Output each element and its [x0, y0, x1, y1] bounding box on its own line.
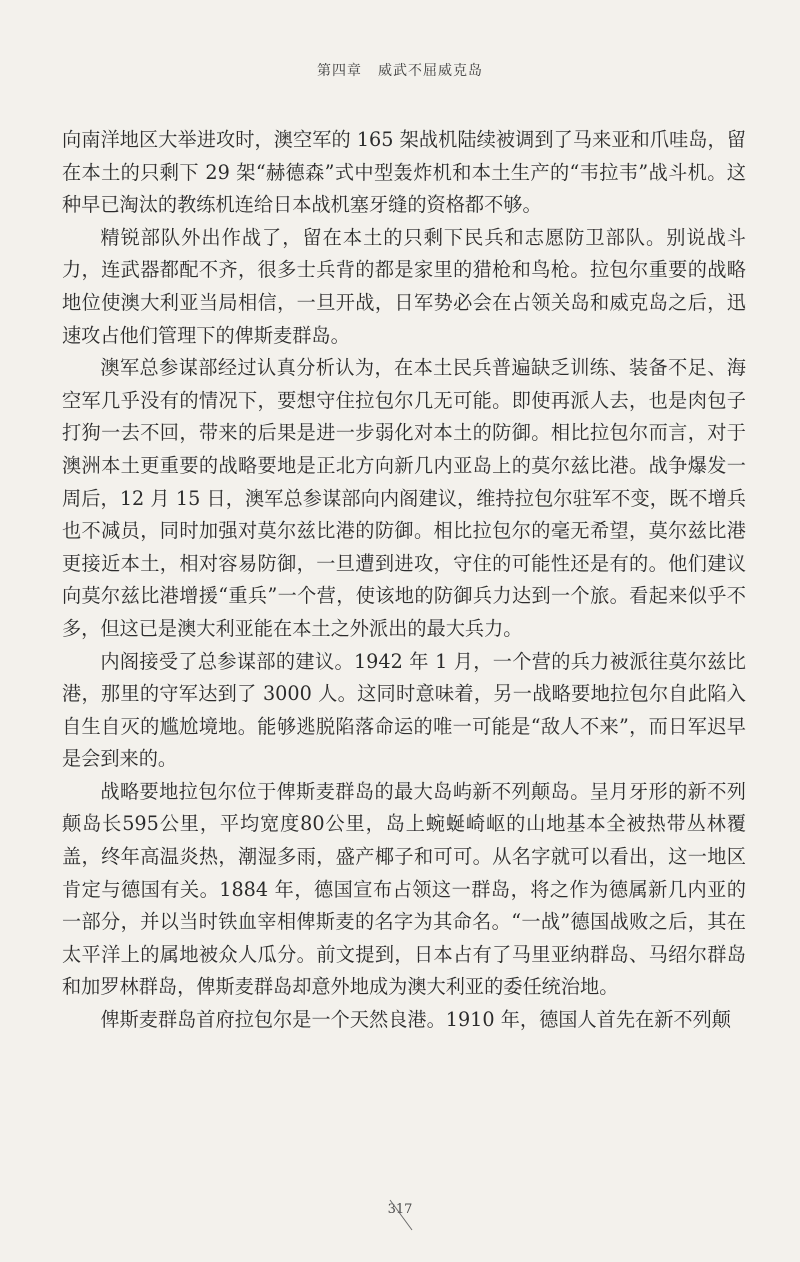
paragraph: 俾斯麦群岛首府拉包尔是一个天然良港。1910 年，德国人首先在新不列颠 [100, 1008, 731, 1032]
body-text [62, 124, 746, 1037]
running-header [0, 60, 800, 80]
page-number-ornament-icon [368, 1196, 416, 1236]
page-number: 317 [387, 1202, 413, 1217]
chapter-title: 威武不屈威克岛 [378, 63, 483, 79]
paragraph: 澳军总参谋部经过认真分析认为，在本土民兵普遍缺乏训练、装备不足、海空军几乎没有的情况下，要想守住拉包尔几无可能。即使再派人去，也是肉包子打狗一去不回，带来的后果是进一步弱化对本土的防御。相比拉包尔而言，对于澳洲本土更重要的战略要地是正北方向新几内亚岛上的莫尔兹比港。战争爆发一周后，12 月 15 日，澳军总参谋部向内阁建议，维持拉包尔驻军不变，既不增兵也不减员，同时加强对莫尔兹比港的防御。相比拉包尔的毫无希望，莫尔兹比港更接近本土，相对容易防御，一旦遭到进攻，守住的可能性还是有的。他们建议向莫尔兹比港增援“重兵”一个营，使该地的防御兵力达到一个旅。看起来似乎不多，但这已是澳大利亚能在本土之外派出的最大兵力。 [62, 356, 746, 640]
paragraph: 向南洋地区大举进攻时，澳空军的 165 架战机陆续被调到了马来亚和爪哇岛，留在本土的只剩下 29 架“赫德森”式中型轰炸机和本土生产的“韦拉韦”战斗机。这种早已淘汰的教练机连给日本战机塞牙缝的资格都不够。 [62, 128, 746, 217]
paragraph: 内阁接受了总参谋部的建议。1942 年 1 月，一个营的兵力被派往莫尔兹比港，那里的守军达到了 3000 人。这同时意味着，另一战略要地拉包尔自此陷入自生自灭的尴尬境地。能够逃脱陷落命运的唯一可能是“敌人不来”，而日军迟早是会到来的。 [62, 649, 746, 771]
chapter-number: 第四章 [317, 63, 362, 79]
paragraph: 战略要地拉包尔位于俾斯麦群岛的最大岛屿新不列颠岛。呈月牙形的新不列颠岛长595公里，平均宽度80公里，岛上蜿蜒崎岖的山地基本全被热带丛林覆盖，终年高温炎热，潮湿多雨，盛产椰子和可可。从名字就可以看出，这一地区肯定与德国有关。1884 年，德国宣布占领这一群岛，将之作为德属新几内亚的一部分，并以当时铁血宰相俾斯麦的名字为其命名。“一战”德国战败之后，其在太平洋上的属地被众人瓜分。前文提到，日本占有了马里亚纳群岛、马绍尔群岛和加罗林群岛，俾斯麦群岛却意外地成为澳大利亚的委任统治地。 [62, 779, 746, 999]
paragraph: 精锐部队外出作战了，留在本土的只剩下民兵和志愿防卫部队。别说战斗力，连武器都配不齐，很多士兵背的都是家里的猎枪和鸟枪。拉包尔重要的战略地位使澳大利亚当局相信，一旦开战，日军势必会在占领关岛和威克岛之后，迅速攻占他们管理下的俾斯麦群岛。 [62, 225, 746, 347]
